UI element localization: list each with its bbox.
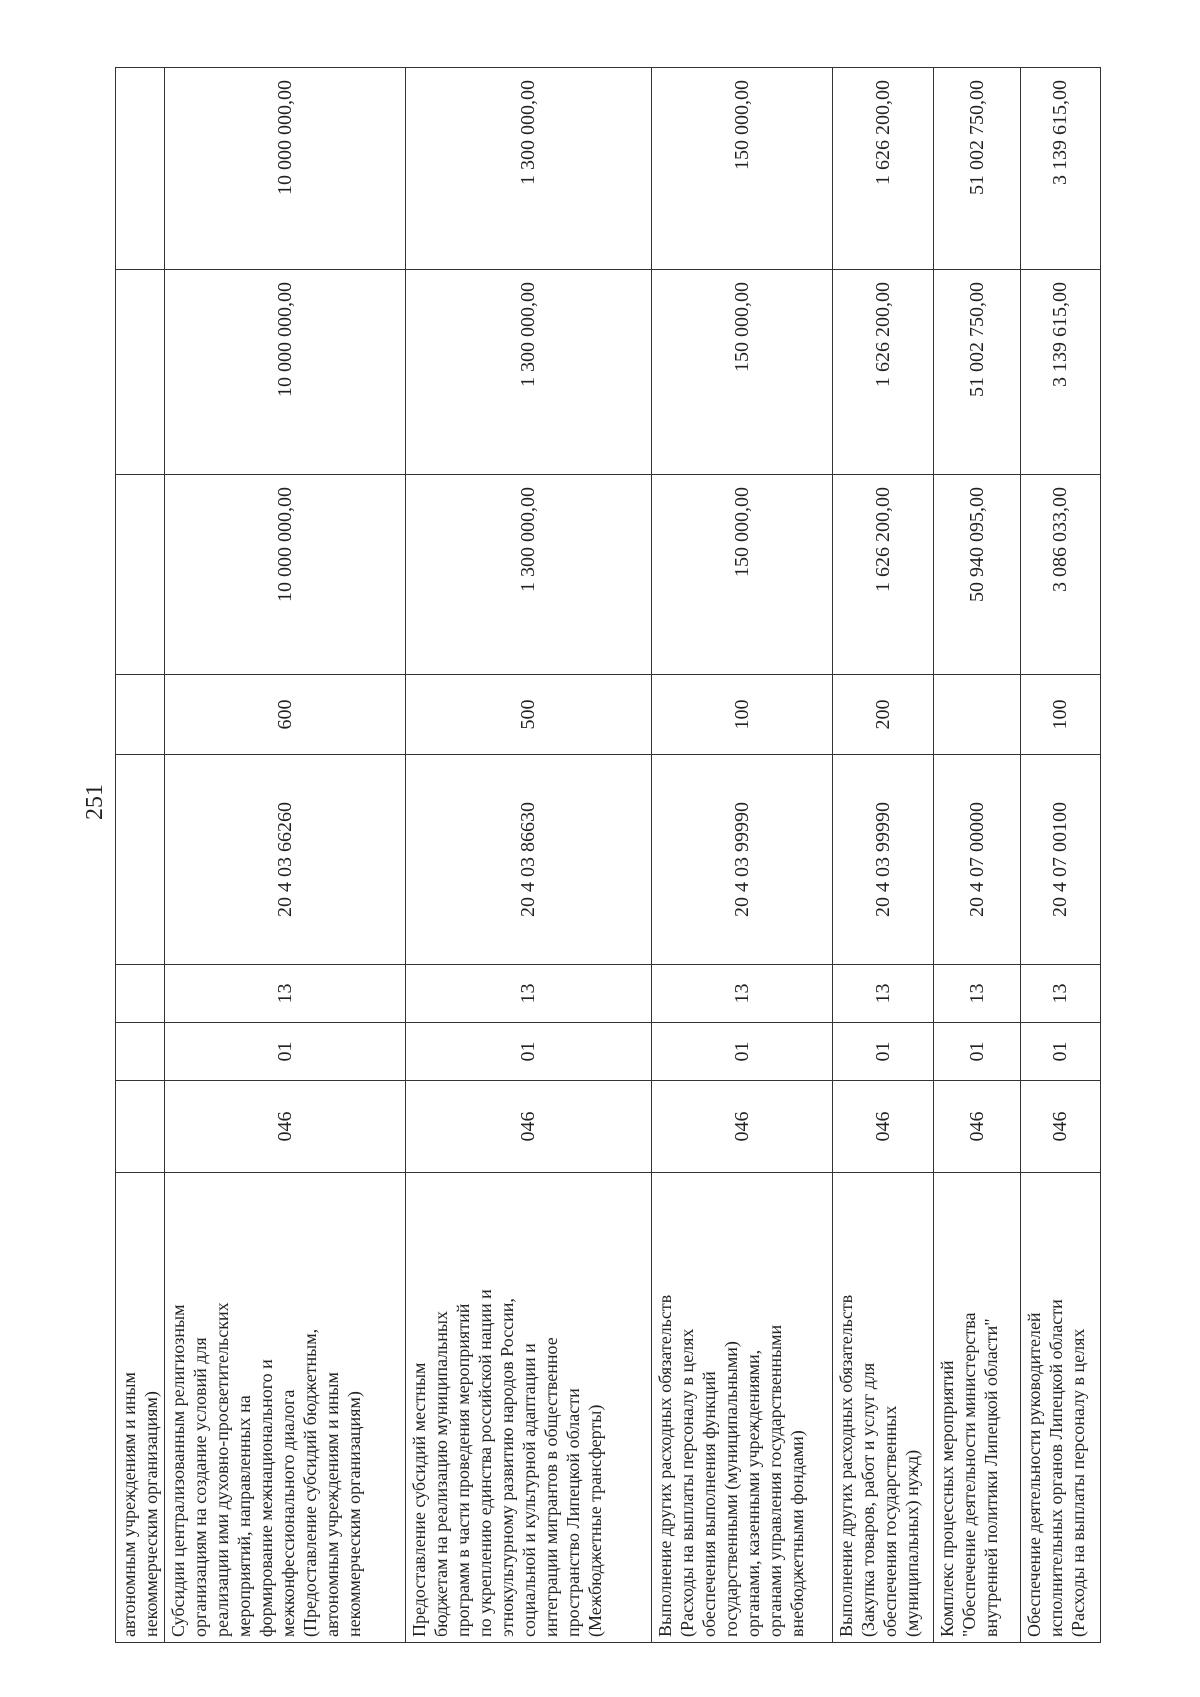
description-line: социальной и культурной адаптации и xyxy=(519,1343,539,1637)
cell-amount-year1: 1 626 200,00 xyxy=(833,475,934,675)
cell-target-article: 20 4 03 66260 xyxy=(165,755,406,965)
description-line: (Межбюджетные трансферты) xyxy=(585,1404,605,1637)
cell-target-article: 20 4 03 99990 xyxy=(833,755,934,965)
description-line: интеграции мигрантов в общественное xyxy=(541,1337,561,1637)
cell-expense-type: 100 xyxy=(1021,675,1101,755)
cell-description xyxy=(934,1173,1021,1643)
cell-subsection: 13 xyxy=(406,965,652,1023)
description-line: автономным учреждениям и иным xyxy=(322,1372,342,1637)
cell-amount-year2: 51 002 750,00 xyxy=(934,270,1021,475)
cell-subsection xyxy=(116,965,165,1023)
cell-subsection: 13 xyxy=(1021,965,1101,1023)
cell-expense-type xyxy=(116,675,165,755)
description-line: некоммерческим организациям) xyxy=(344,1391,364,1637)
cell-section: 01 xyxy=(652,1023,833,1081)
description-line: обеспечения выполнения функций xyxy=(699,1371,719,1637)
cell-code xyxy=(116,1081,165,1173)
cell-subsection: 13 xyxy=(652,965,833,1023)
description-line: Выполнение других расходных обязательств xyxy=(836,1294,856,1637)
cell-subsection: 13 xyxy=(833,965,934,1023)
cell-target-article xyxy=(116,755,165,965)
cell-section xyxy=(116,1023,165,1081)
cell-description xyxy=(1021,1173,1101,1643)
table-row xyxy=(165,68,406,1643)
cell-amount-year3: 1 626 200,00 xyxy=(833,68,934,270)
cell-amount-year2: 10 000 000,00 xyxy=(165,270,406,475)
cell-amount-year2: 1 300 000,00 xyxy=(406,270,652,475)
cell-section: 01 xyxy=(833,1023,934,1081)
description-line: реализации ими духовно-просветительских xyxy=(212,1302,232,1637)
description-line: (Предоставление субсидий бюджетным, xyxy=(300,1328,320,1637)
cell-code: 046 xyxy=(652,1081,833,1173)
cell-target-article: 20 4 07 00100 xyxy=(1021,755,1101,965)
cell-amount-year3: 10 000 000,00 xyxy=(165,68,406,270)
description-line: мероприятий, направленных на xyxy=(234,1395,254,1637)
description-line: некоммерческим организациям) xyxy=(141,1391,161,1637)
description-line: внутренней политики Липецкой области" xyxy=(981,1318,1001,1637)
cell-target-article: 20 4 07 00000 xyxy=(934,755,1021,965)
cell-code: 046 xyxy=(406,1081,652,1173)
description-line: формирование межнационального и xyxy=(256,1359,276,1637)
description-line: бюджетам на реализацию муниципальных xyxy=(431,1310,451,1637)
cell-amount-year2 xyxy=(116,270,165,475)
cell-description xyxy=(652,1173,833,1643)
cell-target-article: 20 4 03 99990 xyxy=(652,755,833,965)
cell-amount-year3: 3 139 615,00 xyxy=(1021,68,1101,270)
table-row xyxy=(1021,68,1101,1643)
description-line: межконфессионального диалога xyxy=(278,1389,298,1637)
description-line: по укреплению единства российской нации и xyxy=(475,1289,495,1637)
table-row xyxy=(934,68,1021,1643)
cell-target-article: 20 4 03 86630 xyxy=(406,755,652,965)
cell-section: 01 xyxy=(934,1023,1021,1081)
cell-amount-year3 xyxy=(116,68,165,270)
table-row xyxy=(652,68,833,1643)
cell-expense-type: 200 xyxy=(833,675,934,755)
budget-table xyxy=(115,67,1101,1643)
cell-amount-year1 xyxy=(116,475,165,675)
description-line: (муниципальных) нужд) xyxy=(902,1449,922,1637)
description-line: Предоставление субсидий местным xyxy=(409,1362,429,1637)
description-line: (Закупка товаров, работ и услуг для xyxy=(858,1362,878,1637)
rotated-budget-table-container xyxy=(115,68,1093,1643)
cell-subsection: 13 xyxy=(165,965,406,1023)
cell-description xyxy=(116,1173,165,1643)
table-row xyxy=(116,68,165,1643)
description-line: Субсидии централизованным религиозным xyxy=(168,1304,188,1637)
page-number: 251 xyxy=(82,784,108,820)
cell-description xyxy=(165,1173,406,1643)
description-line: этнокультурному развитию народов России, xyxy=(497,1298,517,1637)
description-line: Комплекс процессных мероприятий xyxy=(937,1360,957,1637)
description-line: исполнительных органов Липецкой области xyxy=(1046,1299,1066,1637)
cell-description xyxy=(833,1173,934,1643)
cell-expense-type: 500 xyxy=(406,675,652,755)
cell-section: 01 xyxy=(1021,1023,1101,1081)
cell-amount-year1: 3 086 033,00 xyxy=(1021,475,1101,675)
cell-amount-year2: 1 626 200,00 xyxy=(833,270,934,475)
cell-amount-year1: 10 000 000,00 xyxy=(165,475,406,675)
description-line: Выполнение других расходных обязательств xyxy=(655,1294,675,1637)
description-line: государственными (муниципальными) xyxy=(721,1341,741,1637)
cell-amount-year2: 3 139 615,00 xyxy=(1021,270,1101,475)
cell-amount-year1: 50 940 095,00 xyxy=(934,475,1021,675)
cell-expense-type: 600 xyxy=(165,675,406,755)
description-line: автономным учреждениям и иным xyxy=(119,1372,139,1637)
cell-description xyxy=(406,1173,652,1643)
description-line: пространство Липецкой области xyxy=(563,1388,583,1637)
table-row xyxy=(833,68,934,1643)
cell-code: 046 xyxy=(934,1081,1021,1173)
cell-code: 046 xyxy=(833,1081,934,1173)
cell-amount-year3: 51 002 750,00 xyxy=(934,68,1021,270)
description-line: программ в части проведения мероприятий xyxy=(453,1303,473,1637)
cell-code: 046 xyxy=(1021,1081,1101,1173)
cell-amount-year2: 150 000,00 xyxy=(652,270,833,475)
cell-amount-year3: 150 000,00 xyxy=(652,68,833,270)
cell-amount-year3: 1 300 000,00 xyxy=(406,68,652,270)
cell-amount-year1: 1 300 000,00 xyxy=(406,475,652,675)
cell-amount-year1: 150 000,00 xyxy=(652,475,833,675)
cell-subsection: 13 xyxy=(934,965,1021,1023)
cell-expense-type: 100 xyxy=(652,675,833,755)
description-line: органами управления государственными xyxy=(765,1324,785,1637)
description-line: Обеспечение деятельности руководителей xyxy=(1024,1312,1044,1637)
budget-table-body xyxy=(116,68,1101,1643)
cell-section: 01 xyxy=(406,1023,652,1081)
description-line: внебюджетными фондами) xyxy=(787,1430,807,1637)
description-line: обеспечения государственных xyxy=(880,1405,900,1637)
description-line: органами, казенными учреждениями, xyxy=(743,1349,763,1637)
cell-code: 046 xyxy=(165,1081,406,1173)
table-row xyxy=(406,68,652,1643)
description-line: "Обеспечение деятельности министерства xyxy=(959,1312,979,1637)
cell-section: 01 xyxy=(165,1023,406,1081)
description-line: (Расходы на выплаты персоналу в целях xyxy=(1068,1328,1088,1637)
cell-expense-type xyxy=(934,675,1021,755)
description-line: организациям на создание условий для xyxy=(190,1337,210,1637)
description-line: (Расходы на выплаты персоналу в целях xyxy=(677,1328,697,1637)
